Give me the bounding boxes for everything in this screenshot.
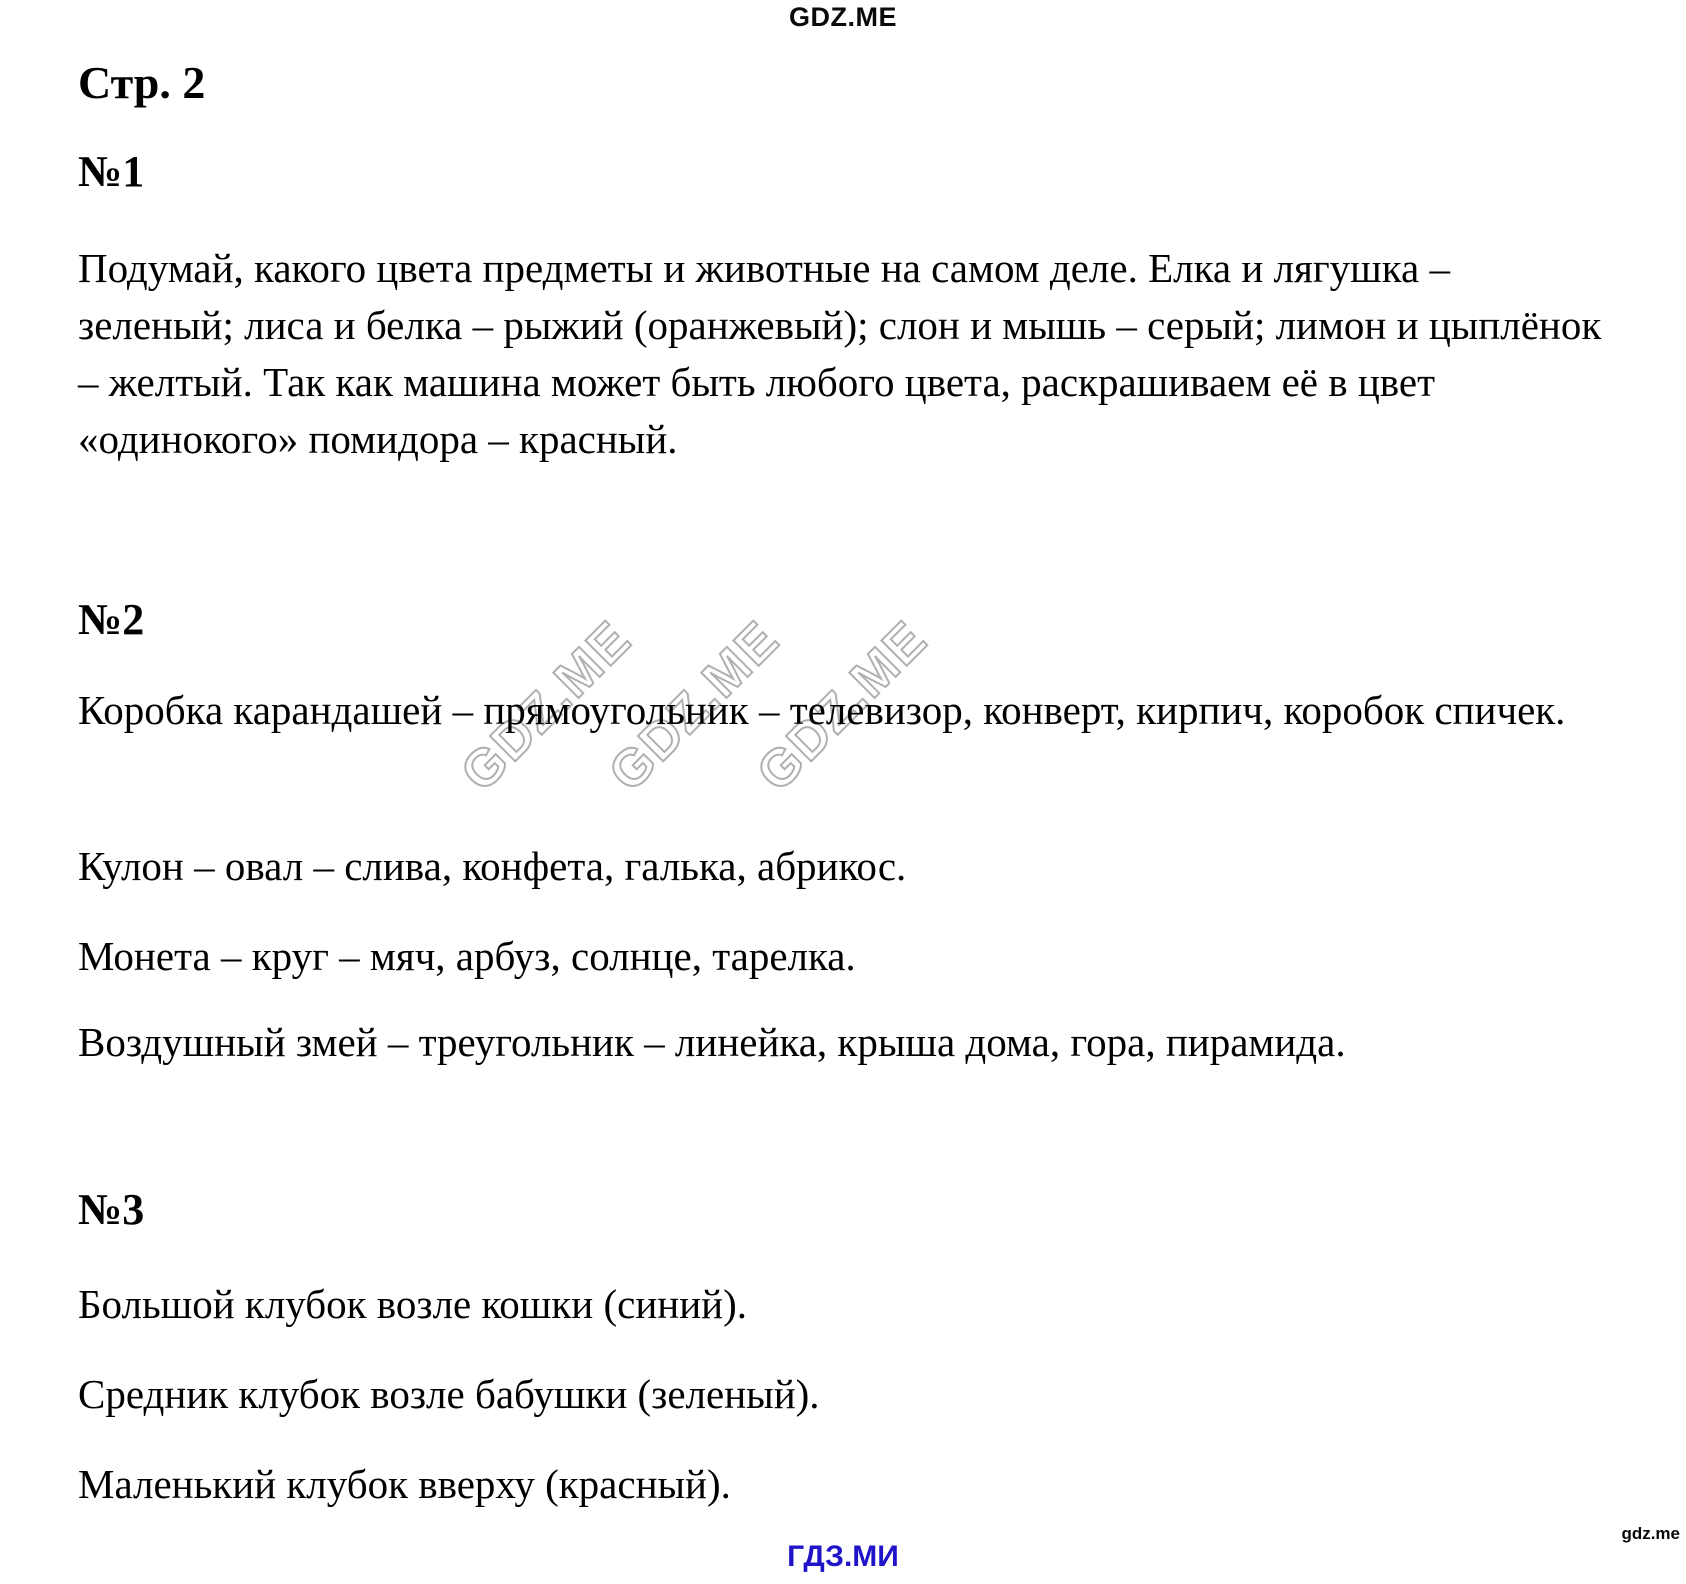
section-heading-2: №2 <box>78 595 145 644</box>
answer-paragraph: Кулон – овал – слива, конфета, галька, абрикос. <box>78 843 907 889</box>
gdzme-watermark-text: GDZ.ME <box>746 609 939 803</box>
gdzme-watermark-text: GDZ.ME <box>598 609 791 803</box>
answer-paragraph: Средник клубок возле бабушки (зеленый). <box>78 1371 820 1417</box>
section-heading-3: №3 <box>78 1185 145 1234</box>
section-heading-1: №1 <box>78 147 145 196</box>
answer-paragraph: Коробка карандашей – прямоугольник – телевизор, конверт, кирпич, коробок спичек. <box>78 687 1566 733</box>
answer-paragraph: Воздушный змей – треугольник – линейка, крыша дома, гора, пирамида. <box>78 1019 1346 1065</box>
gdzme-watermark-text: GDZ.ME <box>450 609 643 803</box>
answer-paragraph: Большой клубок возле кошки (синий). <box>78 1281 748 1327</box>
answer-paragraph: Подумай, какого цвета предметы и животные на самом деле. Елка и лягушка – зеленый; лиса и белка – рыжий (оранжевый); слон и мышь – серый; лимон и цыплёнок – желтый. Так как машина может быть любого цвета, раскрашиваем её в цвет «одинокого» помидора – красный. <box>78 245 1602 462</box>
corner-brand: gdz.me <box>1621 1524 1680 1543</box>
answer-paragraph: Маленький клубок вверху (красный). <box>78 1461 731 1507</box>
page-title: Стр. 2 <box>78 57 206 108</box>
footer-brand-link[interactable]: ГДЗ.МИ <box>787 1540 899 1573</box>
site-header-brand: GDZ.ME <box>789 2 897 32</box>
answer-paragraph: Монета – круг – мяч, арбуз, солнце, тарелка. <box>78 933 856 979</box>
site-footer <box>0 1540 1686 1574</box>
